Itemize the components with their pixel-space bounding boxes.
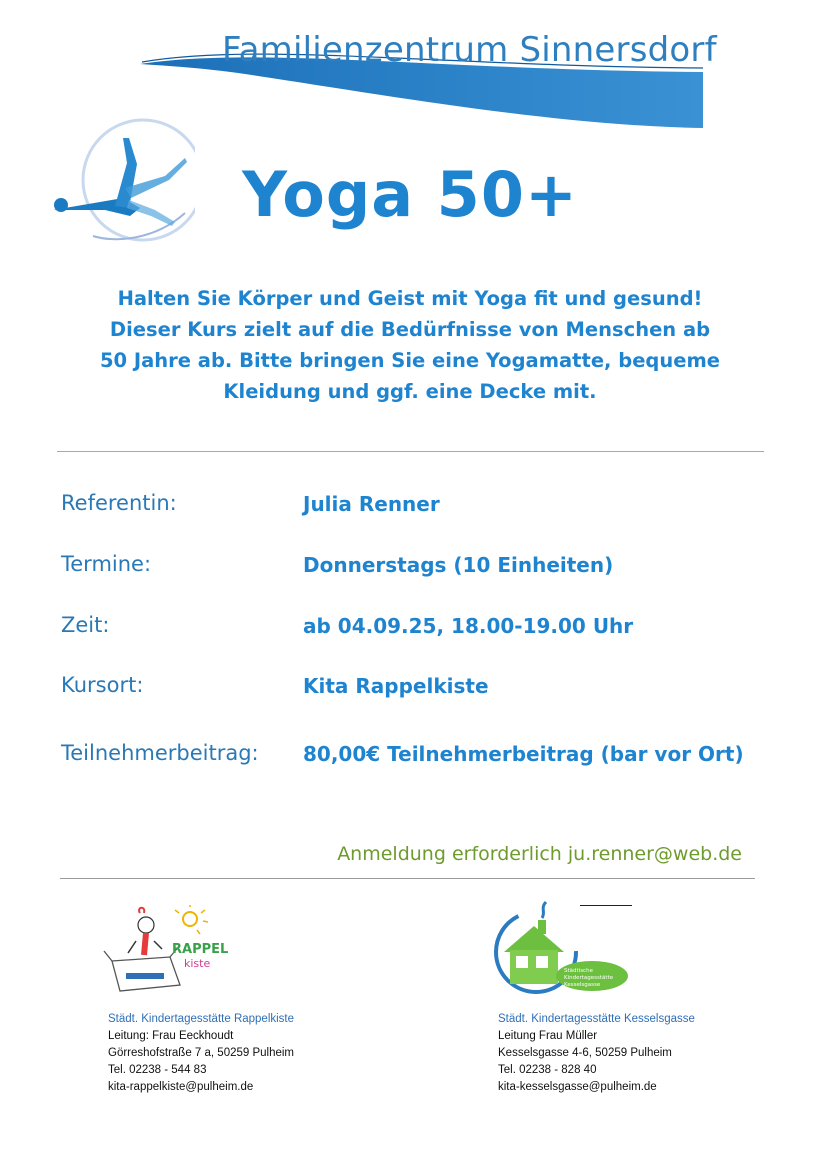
kita-email[interactable]: kita-rappelkiste@pulheim.de bbox=[108, 1081, 254, 1093]
intro-line: Kleidung und ggf. eine Decke mit. bbox=[223, 380, 597, 403]
organization-name: Familienzentrum Sinnersdorf bbox=[222, 30, 717, 70]
intro-line: 50 Jahre ab. Bitte bringen Sie eine Yogamatte, bequeme bbox=[99, 349, 721, 372]
page-title: Yoga 50+ bbox=[242, 158, 578, 231]
kita-email[interactable]: kita-kesselsgasse@pulheim.de bbox=[498, 1081, 657, 1093]
detail-label-referentin: Referentin: bbox=[61, 491, 177, 515]
divider bbox=[57, 451, 764, 452]
kita-name: Städt. Kindertagesstätte Rappelkiste bbox=[108, 1013, 295, 1025]
kita-line: Tel. 02238 - 544 83 bbox=[108, 1064, 207, 1076]
svg-text:Kesselsgasse: Kesselsgasse bbox=[564, 982, 601, 988]
detail-value-referentin: Julia Renner bbox=[303, 492, 440, 516]
svg-text:RAPPEL: RAPPEL bbox=[172, 942, 229, 957]
kita-line: Görreshofstraße 7 a, 50259 Pulheim bbox=[108, 1047, 295, 1059]
kita-name: Städt. Kindertagesstätte Kesselsgasse bbox=[498, 1013, 695, 1025]
svg-text:Städtische: Städtische bbox=[564, 968, 593, 974]
kita-rappelkiste-address bbox=[108, 1011, 294, 1096]
svg-text:kiste: kiste bbox=[184, 957, 211, 970]
intro-line: Halten Sie Körper und Geist mit Yoga fit und gesund! bbox=[117, 287, 703, 310]
kita-line: Leitung: Frau Eeckhoudt bbox=[108, 1030, 234, 1042]
intro-line: Dieser Kurs zielt auf die Bedürfnisse von Menschen ab bbox=[109, 318, 711, 341]
kesselsgasse-house-logo bbox=[488, 898, 638, 1003]
kita-line: Tel. 02238 - 828 40 bbox=[498, 1064, 597, 1076]
intro-text bbox=[60, 283, 760, 407]
svg-text:Kindertagesstätte: Kindertagesstätte bbox=[564, 975, 614, 981]
kita-line: Leitung Frau Müller bbox=[498, 1030, 598, 1042]
rappelkiste-logo bbox=[100, 905, 230, 1000]
detail-value-termine: Donnerstags (10 Einheiten) bbox=[303, 553, 614, 577]
detail-value-teilnehmerbeitrag: 80,00€ Teilnehmerbeitrag (bar vor Ort) bbox=[303, 742, 744, 766]
detail-label-termine: Termine: bbox=[61, 552, 152, 576]
registration-note: Anmeldung erforderlich ju.renner@web.de bbox=[337, 843, 742, 865]
detail-value-zeit: ab 04.09.25, 18.00-19.00 Uhr bbox=[303, 614, 634, 638]
kita-line: Kesselsgasse 4-6, 50259 Pulheim bbox=[498, 1047, 672, 1059]
detail-label-zeit: Zeit: bbox=[61, 613, 110, 637]
detail-label-teilnehmerbeitrag: Teilnehmerbeitrag: bbox=[61, 741, 259, 765]
kita-kesselsgasse-address bbox=[498, 1011, 695, 1096]
footer-divider bbox=[60, 878, 755, 879]
detail-value-kursort: Kita Rappelkiste bbox=[303, 674, 489, 698]
detail-label-kursort: Kursort: bbox=[61, 673, 144, 697]
